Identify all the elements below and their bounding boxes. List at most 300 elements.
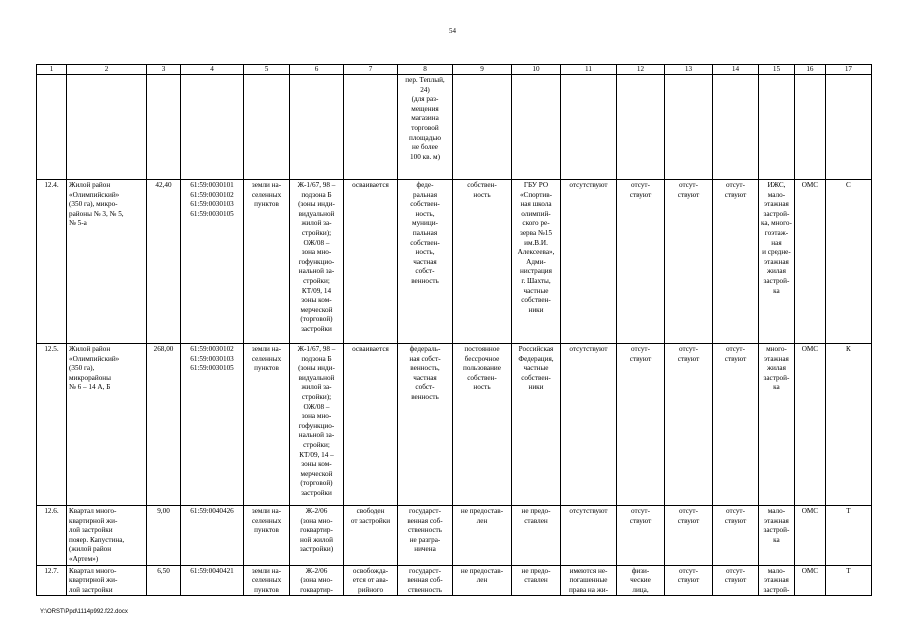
table-cell xyxy=(665,565,713,596)
cell-line: (жилой район xyxy=(69,545,112,554)
cell-line: собст- xyxy=(415,267,435,276)
table-cell xyxy=(181,75,244,180)
table-cell xyxy=(344,344,398,506)
cell-line: муници- xyxy=(412,219,438,228)
cell-line: селенных xyxy=(251,576,282,585)
cell-line: ОМС xyxy=(801,345,819,353)
cell-line: видуальной xyxy=(298,209,335,218)
table-cell xyxy=(825,565,871,596)
cell-line: земли на- xyxy=(251,507,282,515)
cell-line: лой застройки xyxy=(69,526,113,535)
cell-line: Жилой район xyxy=(69,345,111,353)
cell-line: отсут- xyxy=(726,566,745,575)
table-cell xyxy=(181,180,244,344)
table-cell xyxy=(561,75,617,180)
header-cell: 14 xyxy=(713,65,759,75)
cell-line: (для раз- xyxy=(411,95,439,104)
cell-line: не предо- xyxy=(521,507,551,515)
table-cell xyxy=(67,506,147,566)
cell-line: (торговой) xyxy=(300,479,333,488)
cell-line: жилой за- xyxy=(301,219,332,228)
cell-line: собст- xyxy=(415,383,435,392)
cell-line: постоянное xyxy=(464,345,500,353)
table-cell xyxy=(794,565,825,596)
header-cell: 5 xyxy=(244,65,290,75)
cell-line: подзона Б xyxy=(301,190,332,199)
cell-line: Квартал много- xyxy=(69,566,117,575)
header-cell: 2 xyxy=(67,65,147,75)
header-cell: 9 xyxy=(453,65,512,75)
cell-line: венная соб- xyxy=(407,516,443,525)
cell-line: № 5-а xyxy=(69,219,87,228)
table-cell xyxy=(398,506,453,566)
cell-line: гофункцио- xyxy=(298,421,335,430)
cell-line: ная xyxy=(771,238,782,247)
cell-line: Т xyxy=(846,507,851,515)
cell-line: лой застройки xyxy=(69,585,113,594)
cell-line: ческие xyxy=(630,576,651,585)
cell-line: ники xyxy=(528,383,544,392)
table-cell xyxy=(344,565,398,596)
cell-line: 24) xyxy=(420,85,430,94)
cell-line: «Олимпийский» xyxy=(69,354,120,363)
cell-line: нальной за- xyxy=(298,431,335,440)
cell-line: ГБУ РО xyxy=(523,181,549,189)
cell-line: ствуют xyxy=(677,516,700,525)
cell-line: венность xyxy=(411,276,439,285)
cell-line: осваивается xyxy=(352,181,389,189)
cell-line: отсут- xyxy=(726,507,745,515)
table-cell xyxy=(561,565,617,596)
cell-line: 12.7. xyxy=(44,566,59,575)
table-row xyxy=(37,506,872,566)
cell-line: мерческой xyxy=(300,469,333,478)
cell-line: селенных xyxy=(251,516,282,525)
file-path-footer: Y:\ORST\Ppd\1114p992.f22.docx xyxy=(40,609,128,615)
cell-line: С xyxy=(846,181,851,189)
cell-line: освобожда- xyxy=(352,566,389,575)
table-cell xyxy=(37,344,67,506)
cell-line: ная собст- xyxy=(409,354,441,363)
cell-line: видуальной xyxy=(298,373,335,382)
table-cell xyxy=(398,344,453,506)
cell-line: гофункцио- xyxy=(298,257,335,266)
table-cell xyxy=(453,180,512,344)
table-cell xyxy=(794,180,825,344)
cell-line: 61:59:0040421 xyxy=(190,566,234,575)
cell-line: подзона Б xyxy=(301,354,332,363)
table-cell xyxy=(453,344,512,506)
cell-line: частная xyxy=(413,373,437,382)
cell-line: ствуют xyxy=(724,354,747,363)
header-cell: 16 xyxy=(794,65,825,75)
header-cell: 4 xyxy=(181,65,244,75)
cell-line: 61:59:0030102 xyxy=(190,345,234,353)
cell-line: не предостав- xyxy=(460,507,504,515)
table-cell xyxy=(290,180,344,344)
cell-line: ка xyxy=(773,383,780,392)
table-cell xyxy=(244,180,290,344)
cell-line: ского ре- xyxy=(522,219,550,228)
table-cell xyxy=(617,75,665,180)
table-cell xyxy=(794,344,825,506)
table-cell xyxy=(290,565,344,596)
header-cell: 3 xyxy=(147,65,181,75)
cell-line: зона мно- xyxy=(301,248,332,257)
cell-line: (зоны инди- xyxy=(298,364,335,373)
cell-line: 61:59:0030101 xyxy=(190,181,234,189)
cell-line: ность, xyxy=(415,248,435,257)
cell-line: пользование xyxy=(463,364,501,373)
cell-line: гоквартир- xyxy=(300,526,333,535)
cell-line: застройки xyxy=(301,488,332,497)
cell-line: этажная xyxy=(764,354,789,363)
table-cell xyxy=(147,75,181,180)
cell-line: 61:59:0030103 xyxy=(190,200,234,209)
table-cell xyxy=(512,344,561,506)
cell-line: жилая xyxy=(767,267,786,276)
cell-line: 61:59:0030103 xyxy=(190,354,234,363)
table-cell xyxy=(713,180,759,344)
table-cell xyxy=(617,180,665,344)
table-cell xyxy=(665,75,713,180)
cell-line: собствен- xyxy=(410,238,440,247)
cell-line: частные xyxy=(523,286,549,295)
cell-line: селенных xyxy=(251,190,282,199)
cell-line: зоны ком- xyxy=(301,460,332,469)
table-cell xyxy=(617,506,665,566)
table-cell xyxy=(344,180,398,344)
cell-line: КТ/09, 14 – xyxy=(299,450,334,459)
cell-line: ствуют xyxy=(724,516,747,525)
cell-line: свободен xyxy=(356,507,385,515)
cell-line: феде- xyxy=(416,181,434,189)
header-cell: 17 xyxy=(825,65,871,75)
cell-line: стройки); xyxy=(301,392,332,401)
cell-line: собствен- xyxy=(521,373,551,382)
table-cell xyxy=(453,565,512,596)
cell-line: пунктов xyxy=(254,585,279,594)
table-cell xyxy=(398,565,453,596)
cell-line: ка xyxy=(773,535,780,544)
cell-line: пояер. Капустина, xyxy=(69,535,125,544)
header-cell: 1 xyxy=(37,65,67,75)
cell-line: пунктов xyxy=(254,526,279,535)
table-cell xyxy=(561,180,617,344)
cell-line: (зона мно- xyxy=(300,576,333,585)
cell-line: отсут- xyxy=(679,345,698,353)
cell-line: ОМС xyxy=(801,181,819,189)
table-cell xyxy=(398,180,453,344)
cell-line: венность xyxy=(411,392,439,401)
cell-line: 61:59:0030102 xyxy=(190,190,234,199)
table-cell xyxy=(561,506,617,566)
cell-line: отсутствуют xyxy=(569,181,608,189)
cell-line: пунктов xyxy=(254,364,279,373)
cell-line: ность xyxy=(473,383,491,392)
cell-line: «Артем») xyxy=(69,554,99,563)
table-cell xyxy=(825,75,871,180)
cell-line: земли на- xyxy=(251,181,282,189)
cell-line: Ж-2/06 xyxy=(305,566,328,575)
cell-line: отсут- xyxy=(726,345,745,353)
cell-line: ники xyxy=(528,305,544,314)
table-cell xyxy=(512,75,561,180)
cell-line: 61:59:0040426 xyxy=(190,507,234,515)
table-cell xyxy=(665,506,713,566)
table-cell xyxy=(344,75,398,180)
cell-line: мерческой xyxy=(300,305,333,314)
cell-line: (зона мно- xyxy=(300,516,333,525)
header-cell: 11 xyxy=(561,65,617,75)
cell-line: отсут- xyxy=(631,181,650,189)
cell-line: ствуют xyxy=(724,190,747,199)
cell-line: ствуют xyxy=(677,354,700,363)
cell-line: 12.6. xyxy=(44,507,59,515)
cell-line: не предостав- xyxy=(460,566,504,575)
table-cell xyxy=(37,565,67,596)
table-cell xyxy=(67,180,147,344)
table-row xyxy=(37,180,872,344)
cell-line: Ж-1/67, 98 – xyxy=(297,345,336,353)
cell-line: ничена xyxy=(414,545,436,554)
cell-line: собствен- xyxy=(467,373,497,382)
cell-line: венность, xyxy=(410,364,440,373)
cell-line: ствуют xyxy=(724,576,747,585)
table-cell xyxy=(344,506,398,566)
table-cell xyxy=(794,506,825,566)
cell-line: не более xyxy=(412,143,438,152)
cell-line: КТ/09, 14 xyxy=(301,286,332,295)
cell-line: ствуют xyxy=(629,190,652,199)
cell-line: 61:59:0030105 xyxy=(190,364,234,373)
table-cell xyxy=(713,565,759,596)
cell-line: 9,00 xyxy=(157,507,170,515)
table-cell xyxy=(512,506,561,566)
cell-line: (торговой) xyxy=(300,315,333,324)
cell-line: мало- xyxy=(767,507,786,515)
cell-line: застрой- xyxy=(763,276,790,285)
cell-line: гоэтаж- xyxy=(764,228,789,237)
table-cell xyxy=(617,344,665,506)
table-row xyxy=(37,75,872,180)
header-cell: 15 xyxy=(759,65,795,75)
cell-line: «Спортив- xyxy=(519,190,553,199)
cell-line: собствен- xyxy=(521,296,551,305)
cell-line: торговой xyxy=(411,123,439,132)
header-cell: 12 xyxy=(617,65,665,75)
cell-line: застрой- xyxy=(763,373,790,382)
cell-line: жилой за- xyxy=(301,383,332,392)
cell-line: государст- xyxy=(409,566,441,575)
cell-line: Жилой район xyxy=(69,181,111,189)
cell-line: ствуют xyxy=(629,354,652,363)
table-cell xyxy=(713,75,759,180)
cell-line: отсут- xyxy=(679,566,698,575)
table-cell xyxy=(794,75,825,180)
cell-line: права на жи- xyxy=(569,585,608,594)
table-cell xyxy=(147,344,181,506)
cell-line: осваивается xyxy=(352,345,389,353)
cell-line: ОЖ/08 – xyxy=(303,238,330,247)
cell-line: площадью xyxy=(408,133,442,142)
cell-line: отсут- xyxy=(726,181,745,189)
column-number-row xyxy=(37,65,872,75)
cell-line: 268,00 xyxy=(153,345,174,353)
cell-line: частные xyxy=(523,364,549,373)
cell-line: ставлен xyxy=(524,516,548,525)
cell-line: ОМС xyxy=(801,566,819,575)
cell-line: ОМС xyxy=(801,507,819,515)
table-cell xyxy=(290,506,344,566)
cell-line: федераль- xyxy=(409,345,441,353)
cell-line: застрой- xyxy=(763,526,790,535)
cell-line: ральная xyxy=(412,190,438,199)
cell-line: ная школа xyxy=(520,200,552,209)
land-plots-table xyxy=(36,64,872,596)
cell-line: этажная xyxy=(764,516,789,525)
table-cell xyxy=(759,565,795,596)
cell-line: пунктов xyxy=(254,200,279,209)
cell-line: ется от ава- xyxy=(352,576,389,585)
cell-line: «Олимпийский» xyxy=(69,190,120,199)
cell-line: 42,40 xyxy=(155,181,172,189)
table-cell xyxy=(561,344,617,506)
cell-line: земли на- xyxy=(251,345,282,353)
cell-line: (350 га), xyxy=(69,364,95,373)
cell-line: венная соб- xyxy=(407,576,443,585)
cell-line: этажная xyxy=(764,576,789,585)
cell-line: ственность xyxy=(408,526,442,535)
cell-line: застройки xyxy=(301,324,332,333)
cell-line: пер. Теплый, xyxy=(405,76,445,84)
table-cell xyxy=(759,75,795,180)
cell-line: Т xyxy=(846,566,851,575)
cell-line: К xyxy=(846,345,851,353)
table-cell xyxy=(759,506,795,566)
cell-line: Ж-1/67, 98 – xyxy=(297,181,336,189)
cell-line: земли на- xyxy=(251,566,282,575)
cell-line: рийного xyxy=(357,585,384,594)
table-cell xyxy=(147,565,181,596)
table-cell xyxy=(825,344,871,506)
cell-line: стройки; xyxy=(303,440,330,449)
cell-line: Ж-2/06 xyxy=(305,507,328,515)
cell-line: не разгра- xyxy=(409,535,441,544)
cell-line: много- xyxy=(766,345,787,353)
table-cell xyxy=(512,180,561,344)
table-cell xyxy=(37,75,67,180)
cell-line: пальная xyxy=(412,228,438,237)
cell-line: 12.5. xyxy=(44,345,59,353)
table-cell xyxy=(290,344,344,506)
cell-line: и среднe- xyxy=(762,248,791,257)
cell-line: мало- xyxy=(767,190,786,199)
cell-line: нистрация xyxy=(520,267,552,276)
table-cell xyxy=(147,180,181,344)
cell-line: мещения xyxy=(411,104,439,113)
cell-line: стройки); xyxy=(301,228,332,237)
cell-line: собствен- xyxy=(410,200,440,209)
cell-line: физи- xyxy=(631,566,650,575)
cell-line: селенных xyxy=(251,354,282,363)
table-cell xyxy=(181,506,244,566)
header-cell: 10 xyxy=(512,65,561,75)
table-cell xyxy=(244,506,290,566)
cell-line: магазина xyxy=(411,114,439,123)
cell-line: олимпий- xyxy=(521,209,551,218)
table-cell xyxy=(181,565,244,596)
table-cell xyxy=(147,506,181,566)
header-cell: 8 xyxy=(398,65,453,75)
cell-line: ной жилой xyxy=(300,535,333,544)
cell-line: районы № 3, № 5, xyxy=(69,209,124,218)
cell-line: жилая xyxy=(767,364,786,373)
cell-line: ка, много- xyxy=(761,219,792,228)
cell-line: отсутствуют xyxy=(569,507,608,515)
cell-line: ка xyxy=(773,286,780,295)
cell-line: зоны ком- xyxy=(301,296,332,305)
cell-line: бессрочное xyxy=(464,354,500,363)
cell-line: микрорайоны xyxy=(69,373,111,382)
cell-line: этажная xyxy=(764,257,789,266)
cell-line: застрой- xyxy=(763,209,790,218)
table-cell xyxy=(759,180,795,344)
cell-line: собствен- xyxy=(467,181,497,189)
cell-line: 61:59:0030105 xyxy=(190,209,234,218)
table-cell xyxy=(67,565,147,596)
page-number: 54 xyxy=(449,27,456,35)
cell-line: погашенные xyxy=(569,576,608,585)
table-cell xyxy=(181,344,244,506)
cell-line: (зоны инди- xyxy=(298,200,335,209)
table-cell xyxy=(244,344,290,506)
table-cell xyxy=(67,75,147,180)
table-cell xyxy=(244,565,290,596)
cell-line: не предо- xyxy=(521,566,551,575)
cell-line: ственность xyxy=(408,585,442,594)
table-cell xyxy=(67,344,147,506)
cell-line: Российская xyxy=(518,345,554,353)
table-cell xyxy=(825,180,871,344)
cell-line: 6,50 xyxy=(157,566,170,575)
table-row xyxy=(37,344,872,506)
cell-line: 100 кв. м) xyxy=(410,152,440,161)
cell-line: ИЖС, xyxy=(767,181,786,189)
cell-line: имеются не- xyxy=(569,566,608,575)
cell-line: квартирной жи- xyxy=(69,576,118,585)
cell-line: ствуют xyxy=(677,576,700,585)
cell-line: стройки; xyxy=(303,276,330,285)
cell-line: ОЖ/08 – xyxy=(303,402,330,411)
cell-line: ставлен xyxy=(524,576,548,585)
table-cell xyxy=(512,565,561,596)
cell-line: отсут- xyxy=(679,181,698,189)
cell-line: гоквартир- xyxy=(300,585,333,594)
table-cell xyxy=(37,506,67,566)
table-cell xyxy=(617,565,665,596)
header-cell: 6 xyxy=(290,65,344,75)
cell-line: застрой- xyxy=(763,585,790,594)
cell-line: лен xyxy=(476,516,488,525)
cell-line: (350 га), микро- xyxy=(69,200,118,209)
cell-line: Федерация, xyxy=(518,354,554,363)
table-row xyxy=(37,565,872,596)
cell-line: ность, xyxy=(415,209,435,218)
cell-line: от застройки xyxy=(350,516,391,525)
cell-line: им.В.И. xyxy=(524,238,548,247)
cell-line: ствуют xyxy=(629,516,652,525)
